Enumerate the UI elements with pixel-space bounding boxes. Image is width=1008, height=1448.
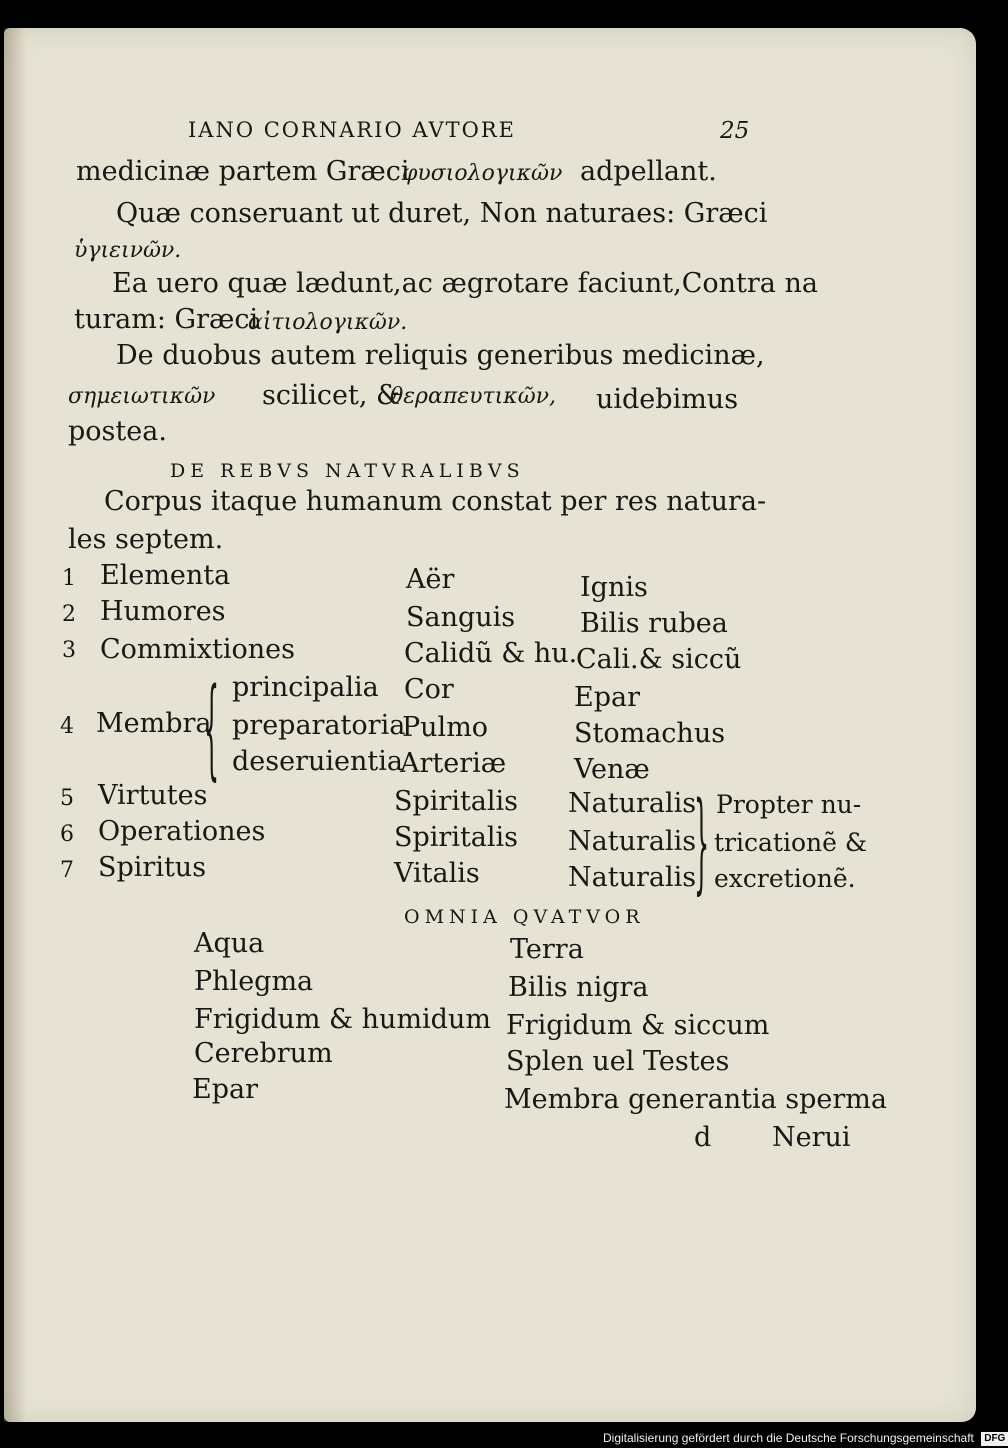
left-column-item: Phlegma	[194, 966, 314, 997]
col2-cell: Calidũ & hu.	[404, 638, 578, 669]
left-column-item: Frigidum & humidum	[194, 1004, 491, 1035]
catchword: Nerui	[772, 1122, 851, 1153]
page-gutter-shadow	[4, 28, 26, 1422]
row-label: Operationes	[98, 816, 266, 847]
col2-cell: Cor	[404, 674, 454, 705]
text-line-7-greek: σημειωτικῶν	[68, 384, 216, 409]
side-note-brace: }	[694, 780, 710, 909]
text-line-1-greek: φυσιολογικῶν	[402, 161, 563, 186]
text-line-7-post: uidebimus	[596, 384, 739, 415]
col3-cell: Epar	[574, 682, 640, 713]
col2-cell: Aër	[406, 564, 455, 595]
side-note-line: tricationẽ &	[714, 828, 868, 857]
row-number: 7	[60, 858, 74, 883]
row-label: Commixtiones	[100, 634, 295, 665]
membra-sub: deseruientia	[232, 746, 403, 777]
row-label: Membra	[96, 708, 212, 739]
membra-sub: preparatoria	[232, 710, 406, 741]
right-column-item: Splen uel Testes	[506, 1046, 730, 1077]
right-column-item: Terra	[510, 934, 584, 965]
col2-cell: Vitalis	[394, 858, 480, 889]
left-column-item: Epar	[192, 1074, 258, 1105]
book-page	[4, 28, 976, 1422]
col2-cell: Spiritalis	[394, 786, 519, 817]
page-number: 25	[720, 118, 750, 144]
text-line-8: postea.	[68, 416, 167, 447]
footer-text: Digitalisierung gefördert durch die Deutsche Forschungsgemeinschaft	[603, 1431, 974, 1445]
text-line-1-pre: medicinæ partem Græci	[76, 156, 410, 187]
intro-line-1: Corpus itaque humanum constat per res natura-	[104, 486, 767, 517]
row-label: Spiritus	[98, 852, 207, 883]
membra-brace: {	[204, 666, 220, 795]
col3-cell: Stomachus	[574, 718, 726, 749]
text-line-5-pre: turam: Græci	[74, 304, 259, 335]
right-column-item: Frigidum & siccum	[506, 1010, 770, 1041]
intro-line-2: les septem.	[68, 524, 224, 555]
text-line-6: De duobus autem reliquis generibus medicinæ,	[116, 340, 765, 371]
col3-cell: Ignis	[580, 572, 648, 603]
left-column-item: Cerebrum	[194, 1038, 333, 1069]
text-line-3-greek: ὑγιεινῶν.	[74, 238, 182, 263]
col2-cell: Sanguis	[406, 602, 516, 633]
text-line-7-mid: scilicet, &	[262, 380, 401, 411]
right-column-item: Membra generantia sperma	[504, 1084, 888, 1115]
signature-mark: d	[694, 1122, 712, 1153]
text-line-5-greek: αἰτιολογικῶν.	[248, 310, 408, 335]
membra-sub: principalia	[232, 672, 379, 703]
row-number: 4	[60, 714, 74, 739]
section-title: DE REBVS NATVRALIBVS	[170, 460, 525, 482]
col2-cell: Arteriæ	[400, 748, 507, 779]
right-column-item: Bilis nigra	[508, 972, 649, 1003]
row-label: Virtutes	[98, 780, 208, 811]
row-label: Humores	[100, 596, 226, 627]
row-number: 6	[60, 822, 74, 847]
row-label: Elementa	[100, 560, 231, 591]
text-line-2: Quæ conseruant ut duret, Non naturaes: Græci	[116, 198, 768, 229]
footer-credit	[603, 1428, 1008, 1448]
text-line-4: Ea uero quæ lædunt,ac ægrotare faciunt,Contra na	[112, 268, 818, 299]
col2-cell: Pulmo	[402, 712, 489, 743]
side-note-line: Propter nu-	[716, 790, 862, 819]
col2-cell: Spiritalis	[394, 822, 519, 853]
text-line-7-greek2: θεραπευτικῶν,	[390, 384, 557, 409]
row-number: 3	[62, 638, 76, 663]
left-column-item: Aqua	[194, 928, 265, 959]
omnia-title: OMNIA QVATVOR	[404, 906, 645, 928]
col3-cell: Venæ	[574, 754, 650, 785]
text-line-1-post: adpellant.	[580, 156, 717, 187]
col3-cell: Naturalis	[568, 788, 697, 819]
row-number: 1	[62, 566, 76, 591]
col3-cell: Naturalis	[568, 826, 697, 857]
side-note-line: excretionẽ.	[714, 864, 856, 893]
col3-cell: Naturalis	[568, 862, 697, 893]
col3-cell: Bilis rubea	[580, 608, 728, 639]
col3-cell: Cali.& siccũ	[576, 644, 742, 675]
dfg-logo: DFG	[981, 1432, 1008, 1446]
row-number: 2	[62, 602, 76, 627]
running-head: IANO CORNARIO AVTORE	[188, 118, 517, 142]
row-number: 5	[60, 786, 74, 811]
